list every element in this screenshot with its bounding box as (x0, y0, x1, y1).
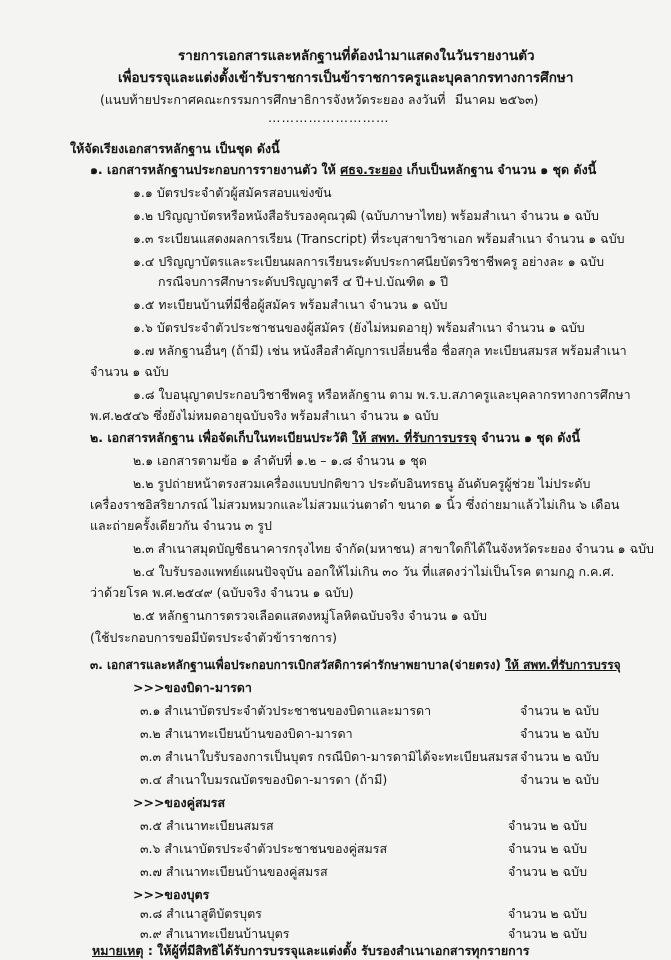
section3-amount: จำนวน ๒ ฉบับ (508, 864, 588, 879)
remark (92, 943, 529, 959)
remark-text: : ให้ผู้ที่มีสิทธิได้รับการบรรจุและแต่งตั้ง รับรองสำเนาเอกสารทุกรายการ (147, 943, 530, 958)
section3-group-spouse: >>>ของคู่สมรส (133, 795, 226, 810)
section2-item-cont: เครื่องราชอิสริยาภรณ์ ไม่สวมหมวกและไม่สวมแว่นตาดำ ขนาด ๑ นิ้ว ซึ่งถ่ายมาแล้วไม่เกิน ๖ เดือน (90, 497, 620, 512)
section1-heading-recipient: ศธจ.ระยอง (340, 162, 403, 177)
section3-item: ๓.๙ สำเนาทะเบียนบ้านบุตร (140, 926, 290, 941)
section3-group-children: >>>ของบุตร (133, 887, 210, 902)
section3-item: ๓.๔ สำเนาใบมรณบัตรของบิดา-มารดา (ถ้ามี) (140, 772, 388, 787)
section3-heading-recipient: ให้ สพท.ที่รับการบรรจุ (505, 658, 621, 672)
section2-item-cont: ว่าด้วยโรค พ.ศ.๒๕๔๙ (ฉบับจริง จำนวน ๑ ฉบับ) (90, 585, 354, 600)
section1-item: ๑.๔ ปริญญาบัตรและระเบียนผลการเรียนระดับประกาศนียบัตรวิชาชีพครู อย่างละ ๑ ฉบับ (133, 254, 605, 269)
doc-note: (แนบท้ายประกาศคณะกรรมการศึกษาธิการจังหวัดระยอง ลงวันที่ (100, 92, 446, 107)
section2-heading-a: ๒. เอกสารหลักฐาน เพื่อจัดเก็บในทะเบียนประวัติ (90, 430, 348, 445)
intro-heading: ให้จัดเรียงเอกสารหลักฐาน เป็นชุด ดังนี้ (70, 141, 280, 156)
section3-amount: จำนวน ๒ ฉบับ (508, 841, 588, 856)
section3-item: ๓.๘ สำเนาสูติบัตรบุตร (140, 906, 262, 921)
section1-heading-a: ๑. เอกสารหลักฐานประกอบการรายงานตัว ให้ (90, 162, 336, 177)
section3-amount: จำนวน ๒ ฉบับ (520, 772, 600, 787)
section3-amount: จำนวน ๒ ฉบับ (520, 726, 600, 741)
section1-item-cont: พ.ศ.๒๕๔๖ ซึ่งยังไม่หมดอายุฉบับจริง พร้อมสำเนา จำนวน ๑ ฉบับ (90, 408, 439, 423)
section1-item: ๑.๖ บัตรประจำตัวประชาชนของผู้สมัคร (ยังไม่หมดอายุ) พร้อมสำเนา จำนวน ๑ ฉบับ (133, 320, 585, 335)
section3-amount: จำนวน ๒ ฉบับ (520, 703, 600, 718)
section3-amount: จำนวน ๒ ฉบับ (508, 906, 588, 921)
section3-item: ๓.๒ สำเนาทะเบียนบ้านของบิดา-มารดา (140, 726, 353, 741)
section3-item: ๓.๑ สำเนาบัตรประจำตัวประชาชนของบิดาและมารดา (140, 703, 432, 718)
section3-amount: จำนวน ๒ ฉบับ (508, 818, 588, 833)
section2-item: ๒.๑ เอกสารตามข้อ ๑ ลำดับที่ ๑.๒ – ๑.๘ จำนวน ๑ ชุด (133, 453, 427, 468)
section3-item: ๓.๕ สำเนาทะเบียนสมรส (140, 818, 274, 833)
section1-item: ๑.๒ ปริญญาบัตรหรือหนังสือรับรองคุณวุฒิ (ฉบับภาษาไทย) พร้อมสำเนา จำนวน ๑ ฉบับ (133, 208, 599, 223)
section2-item: ๒.๒ รูปถ่ายหน้าตรงสวมเครื่องแบบปกติขาว ประดับอินทรธนู อันดับครูผู้ช่วย ไม่ประดับ (133, 476, 591, 491)
section2-item: ๒.๔ ใบรับรองแพทย์แผนปัจจุบัน ออกให้ไม่เกิน ๓๐ วัน ที่แสดงว่าไม่เป็นโรค ตามกฎ ก.ค.ศ. (133, 564, 615, 579)
section1-heading (90, 162, 596, 178)
section1-item: ๑.๗ หลักฐานอื่นๆ (ถ้ามี) เช่น หนังสือสำคัญการเปลี่ยนชื่อ ชื่อสกุล ทะเบียนสมรส พร้อมสำเนา (133, 343, 627, 358)
section1-item: ๑.๕ ทะเบียนบ้านที่มีชื่อผู้สมัคร พร้อมสำเนา จำนวน ๑ ฉบับ (133, 297, 448, 312)
section3-item: ๓.๗ สำเนาทะเบียนบ้านของคู่สมรส (140, 864, 328, 879)
section3-item: ๓.๓ สำเนาใบรับรองการเป็นบุตร กรณีบิดา-มารดามิได้จะทะเบียนสมรส (140, 749, 518, 764)
section2-item-note: (ใช้ประกอบการขอมีบัตรประจำตัวข้าราชการ) (90, 630, 337, 645)
section2-item-cont: และถ่ายครั้งเดียวกัน จำนวน ๓ รูป (90, 518, 272, 533)
section3-item: ๓.๖ สำเนาบัตรประจำตัวประชาชนของคู่สมรส (140, 841, 388, 856)
section1-item-cont: กรณีจบการศึกษาระดับปริญญาตรี ๔ ปี+ป.บัณฑิต ๑ ปี (158, 274, 449, 289)
section1-item: ๑.๓ ระเบียนแสดงผลการเรียน (Transcript) ที่ระบุสาขาวิชาเอก พร้อมสำเนา จำนวน ๑ ฉบับ (133, 231, 625, 246)
section1-item: ๑.๑ บัตรประจำตัวผู้สมัครสอบแข่งขัน (133, 185, 332, 200)
section3-heading (90, 657, 621, 673)
section1-item-cont: จำนวน ๑ ฉบับ (90, 364, 169, 379)
separator: ……………………… (268, 110, 390, 125)
section2-item: ๒.๓ สำเนาสมุดบัญชีธนาคารกรุงไทย จำกัด(มหาชน) สาขาใดก็ได้ในจังหวัดระยอง จำนวน ๑ ฉบับ (133, 541, 654, 556)
section2-heading-recipient: ให้ สพท. ที่รับการบรรจุ (352, 430, 477, 445)
section1-item: ๑.๘ ใบอนุญาตประกอบวิชาชีพครู หรือหลักฐาน ตาม พ.ร.บ.สภาครูและบุคลากรทางการศึกษา (133, 387, 631, 402)
section3-heading-a: ๓. เอกสารและหลักฐานเพื่อประกอบการเบิกสวัสดิการค่ารักษาพยาบาล(จ่ายตรง) (90, 658, 501, 672)
section2-item: ๒.๕ หลักฐานการตรวจเลือดแสดงหมู่โลหิตฉบับจริง จำนวน ๑ ฉบับ (133, 608, 487, 623)
section2-heading-b: จำนวน ๑ ชุด ดังนี้ (481, 430, 581, 445)
remark-label: หมายเหตุ (92, 943, 144, 958)
doc-subtitle: เพื่อบรรจุและแต่งตั้งเข้ารับราชการเป็นข้าราชการครูและบุคลากรทางการศึกษา (118, 70, 574, 86)
section2-heading (90, 430, 580, 446)
doc-title: รายการเอกสารและหลักฐานที่ต้องนำมาแสดงในวันรายงานตัว (178, 48, 535, 64)
section3-amount: จำนวน ๒ ฉบับ (508, 926, 588, 941)
section3-amount: จำนวน ๒ ฉบับ (520, 749, 600, 764)
doc-date: มีนาคม ๒๕๖๓) (455, 92, 539, 107)
section3-group-parents: >>>ของบิดา-มารดา (133, 680, 252, 695)
section1-heading-b: เก็บเป็นหลักฐาน จำนวน ๑ ชุด ดังนี้ (406, 162, 597, 177)
